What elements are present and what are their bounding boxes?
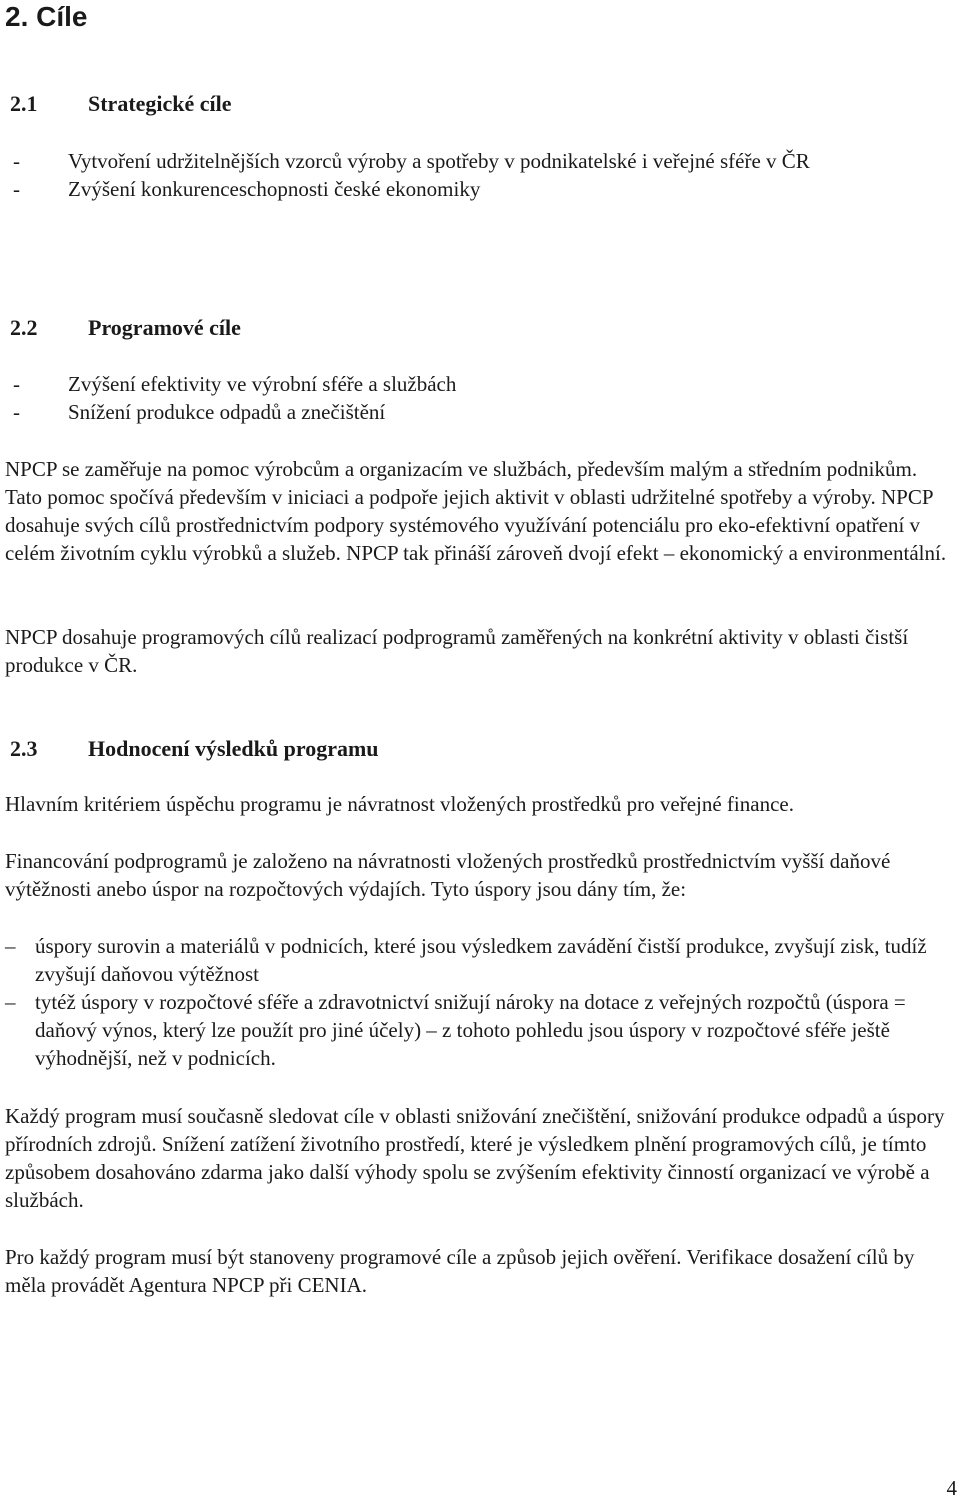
section-heading-2-1 bbox=[10, 90, 232, 118]
section-heading-2-2 bbox=[10, 314, 241, 342]
paragraph: Pro každý program musí být stanoveny programové cíle a způsob jejich ověření. Verifikace dosažení cílů by měla provádět Agentura NPCP při CENIA. bbox=[5, 1245, 915, 1297]
section-number: 2.1 bbox=[10, 91, 38, 116]
section-title: Strategické cíle bbox=[88, 91, 232, 116]
paragraph: Hlavním kritériem úspěchu programu je návratnost vložených prostředků pro veřejné finance. bbox=[5, 792, 794, 816]
list-item bbox=[5, 147, 945, 175]
section-number: 2.2 bbox=[10, 315, 38, 340]
list-item-text: Vytvoření udržitelnějších vzorců výroby a spotřeby v podnikatelské i veřejné sféře v ČR bbox=[68, 149, 810, 173]
chapter-title: 2. Cíle bbox=[5, 1, 88, 32]
list-item bbox=[5, 398, 955, 426]
paragraph: Financování podprogramů je založeno na návratnosti vložených prostředků prostřednictvím vyšší daňové výtěžnosti anebo úspor na rozpočtových výdajích. Tyto úspory jsou dány tím, že: bbox=[5, 849, 891, 901]
dash-marker: - bbox=[13, 400, 20, 424]
list-item bbox=[5, 932, 955, 988]
en-dash-marker: – bbox=[5, 990, 16, 1014]
list-item-text: Zvýšení konkurenceschopnosti české ekonomiky bbox=[68, 177, 481, 201]
dash-marker: - bbox=[13, 149, 20, 173]
paragraph: NPCP dosahuje programových cílů realizací podprogramů zaměřených na konkrétní aktivity v oblasti čistší produkce v ČR. bbox=[5, 625, 909, 677]
list-item bbox=[5, 370, 955, 398]
en-dash-marker: – bbox=[5, 934, 16, 958]
list-item-text: úspory surovin a materiálů v podnicích, které jsou výsledkem zavádění čistší produkce, zvyšují zisk, tudíž zvyšují daňovou výtěžnost bbox=[35, 934, 927, 986]
section-number: 2.3 bbox=[10, 736, 38, 761]
section-heading-2-3 bbox=[10, 735, 379, 763]
list-item-text: tytéž úspory v rozpočtové sféře a zdravotnictví snižují nároky na dotace z veřejných rozpočtů (úspora = daňový výnos, který lze použít pro jiné účely) – z tohoto pohledu jsou úspory v rozpočtové sféře ještě výhodnější, než v podnicích. bbox=[35, 990, 906, 1070]
page-number: 4 bbox=[946, 1476, 957, 1500]
dash-marker: - bbox=[13, 372, 20, 396]
dash-marker: - bbox=[13, 177, 20, 201]
list-item bbox=[5, 175, 945, 203]
list-item-text: Snížení produkce odpadů a znečištění bbox=[68, 400, 386, 424]
strategic-goals-list bbox=[5, 147, 945, 203]
list-item bbox=[5, 988, 955, 1072]
program-goals-list bbox=[5, 370, 955, 426]
section-title: Hodnocení výsledků programu bbox=[88, 736, 379, 761]
paragraph: Každý program musí současně sledovat cíle v oblasti snižování znečištění, snižování produkce odpadů a úspory přírodních zdrojů. Snížení zatížení životního prostředí, které je výsledkem plnění programových cílů, je tímto způsobem dosahováno zdarma jako další výhody spolu se zvýšením efektivity činností organizací ve výrobě a službách. bbox=[5, 1104, 945, 1212]
paragraph: NPCP se zaměřuje na pomoc výrobcům a organizacím ve službách, především malým a středním podnikům. Tato pomoc spočívá především v iniciaci a podpoře jejich aktivit v oblasti udržitelné spotřeby a výroby. NPCP dosahuje svých cílů prostřednictvím podpory systémového využívání potenciálu pro eko-efektivní opatření v celém životním cyklu výrobků a služeb. NPCP tak přináší zároveň dvojí efekt – ekonomický a environmentální. bbox=[5, 457, 947, 565]
list-item-text: Zvýšení efektivity ve výrobní sféře a službách bbox=[68, 372, 457, 396]
section-title: Programové cíle bbox=[88, 315, 241, 340]
savings-list bbox=[5, 932, 955, 1072]
